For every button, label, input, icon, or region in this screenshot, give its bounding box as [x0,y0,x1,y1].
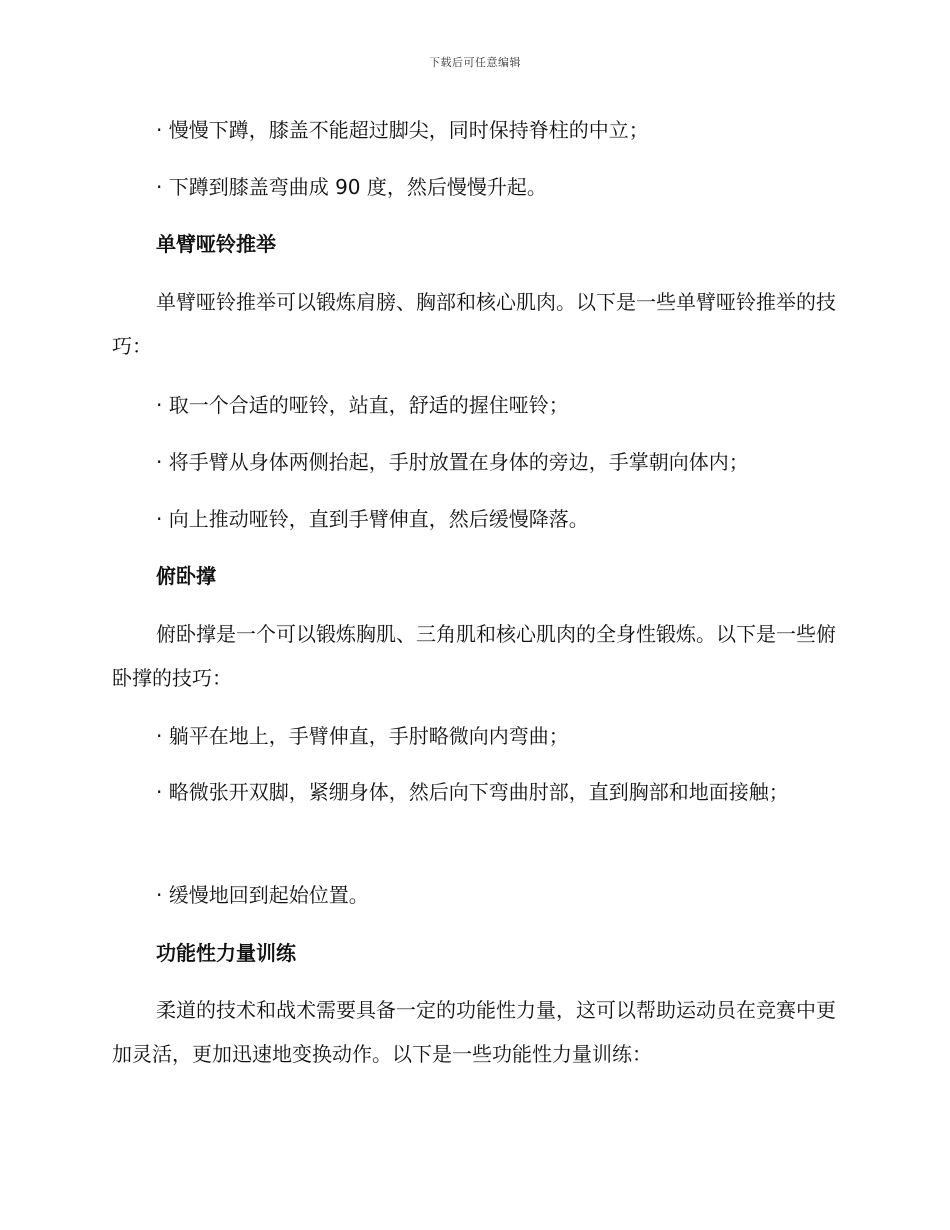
paragraph-press-intro: 单臂哑铃推举可以锻炼肩膀、胸部和核心肌肉。以下是一些单臂哑铃推举的技巧： [112,290,836,358]
paragraph-functional-intro: 柔道的技术和战术需要具备一定的功能性力量，这可以帮助运动员在竞赛中更加灵活，更加迅速地变换动作。以下是一些功能性力量训练： [112,998,836,1066]
paragraph-pushup-intro: 俯卧撑是一个可以锻炼胸肌、三角肌和核心肌肉的全身性锻炼。以下是一些俯卧撑的技巧： [112,622,836,690]
section-heading-pushup: 俯卧撑 [156,564,216,588]
page-header: 下载后可任意编辑 [429,56,521,69]
bullet-squat-2: · 下蹲到膝盖弯曲成 90 度，然后慢慢升起。 [156,175,547,199]
bullet-pushup-2: · 略微张开双脚，紧绷身体，然后向下弯曲肘部，直到胸部和地面接触； [156,780,789,804]
bullet-pushup-3: · 缓慢地回到起始位置。 [156,883,369,907]
bullet-pushup-1: · 躺平在地上，手臂伸直，手肘略微向内弯曲； [156,724,569,748]
bullet-press-1: · 取一个合适的哑铃，站直，舒适的握住哑铃； [156,393,569,417]
section-heading-functional: 功能性力量训练 [156,941,296,965]
bullet-press-3: · 向上推动哑铃，直到手臂伸直，然后缓慢降落。 [156,507,589,531]
bullet-squat-1: · 慢慢下蹲，膝盖不能超过脚尖，同时保持脊柱的中立； [156,118,649,142]
section-heading-press: 单臂哑铃推举 [156,232,276,256]
bullet-press-2: · 将手臂从身体两侧抬起，手肘放置在身体的旁边，手掌朝向体内； [156,450,749,474]
